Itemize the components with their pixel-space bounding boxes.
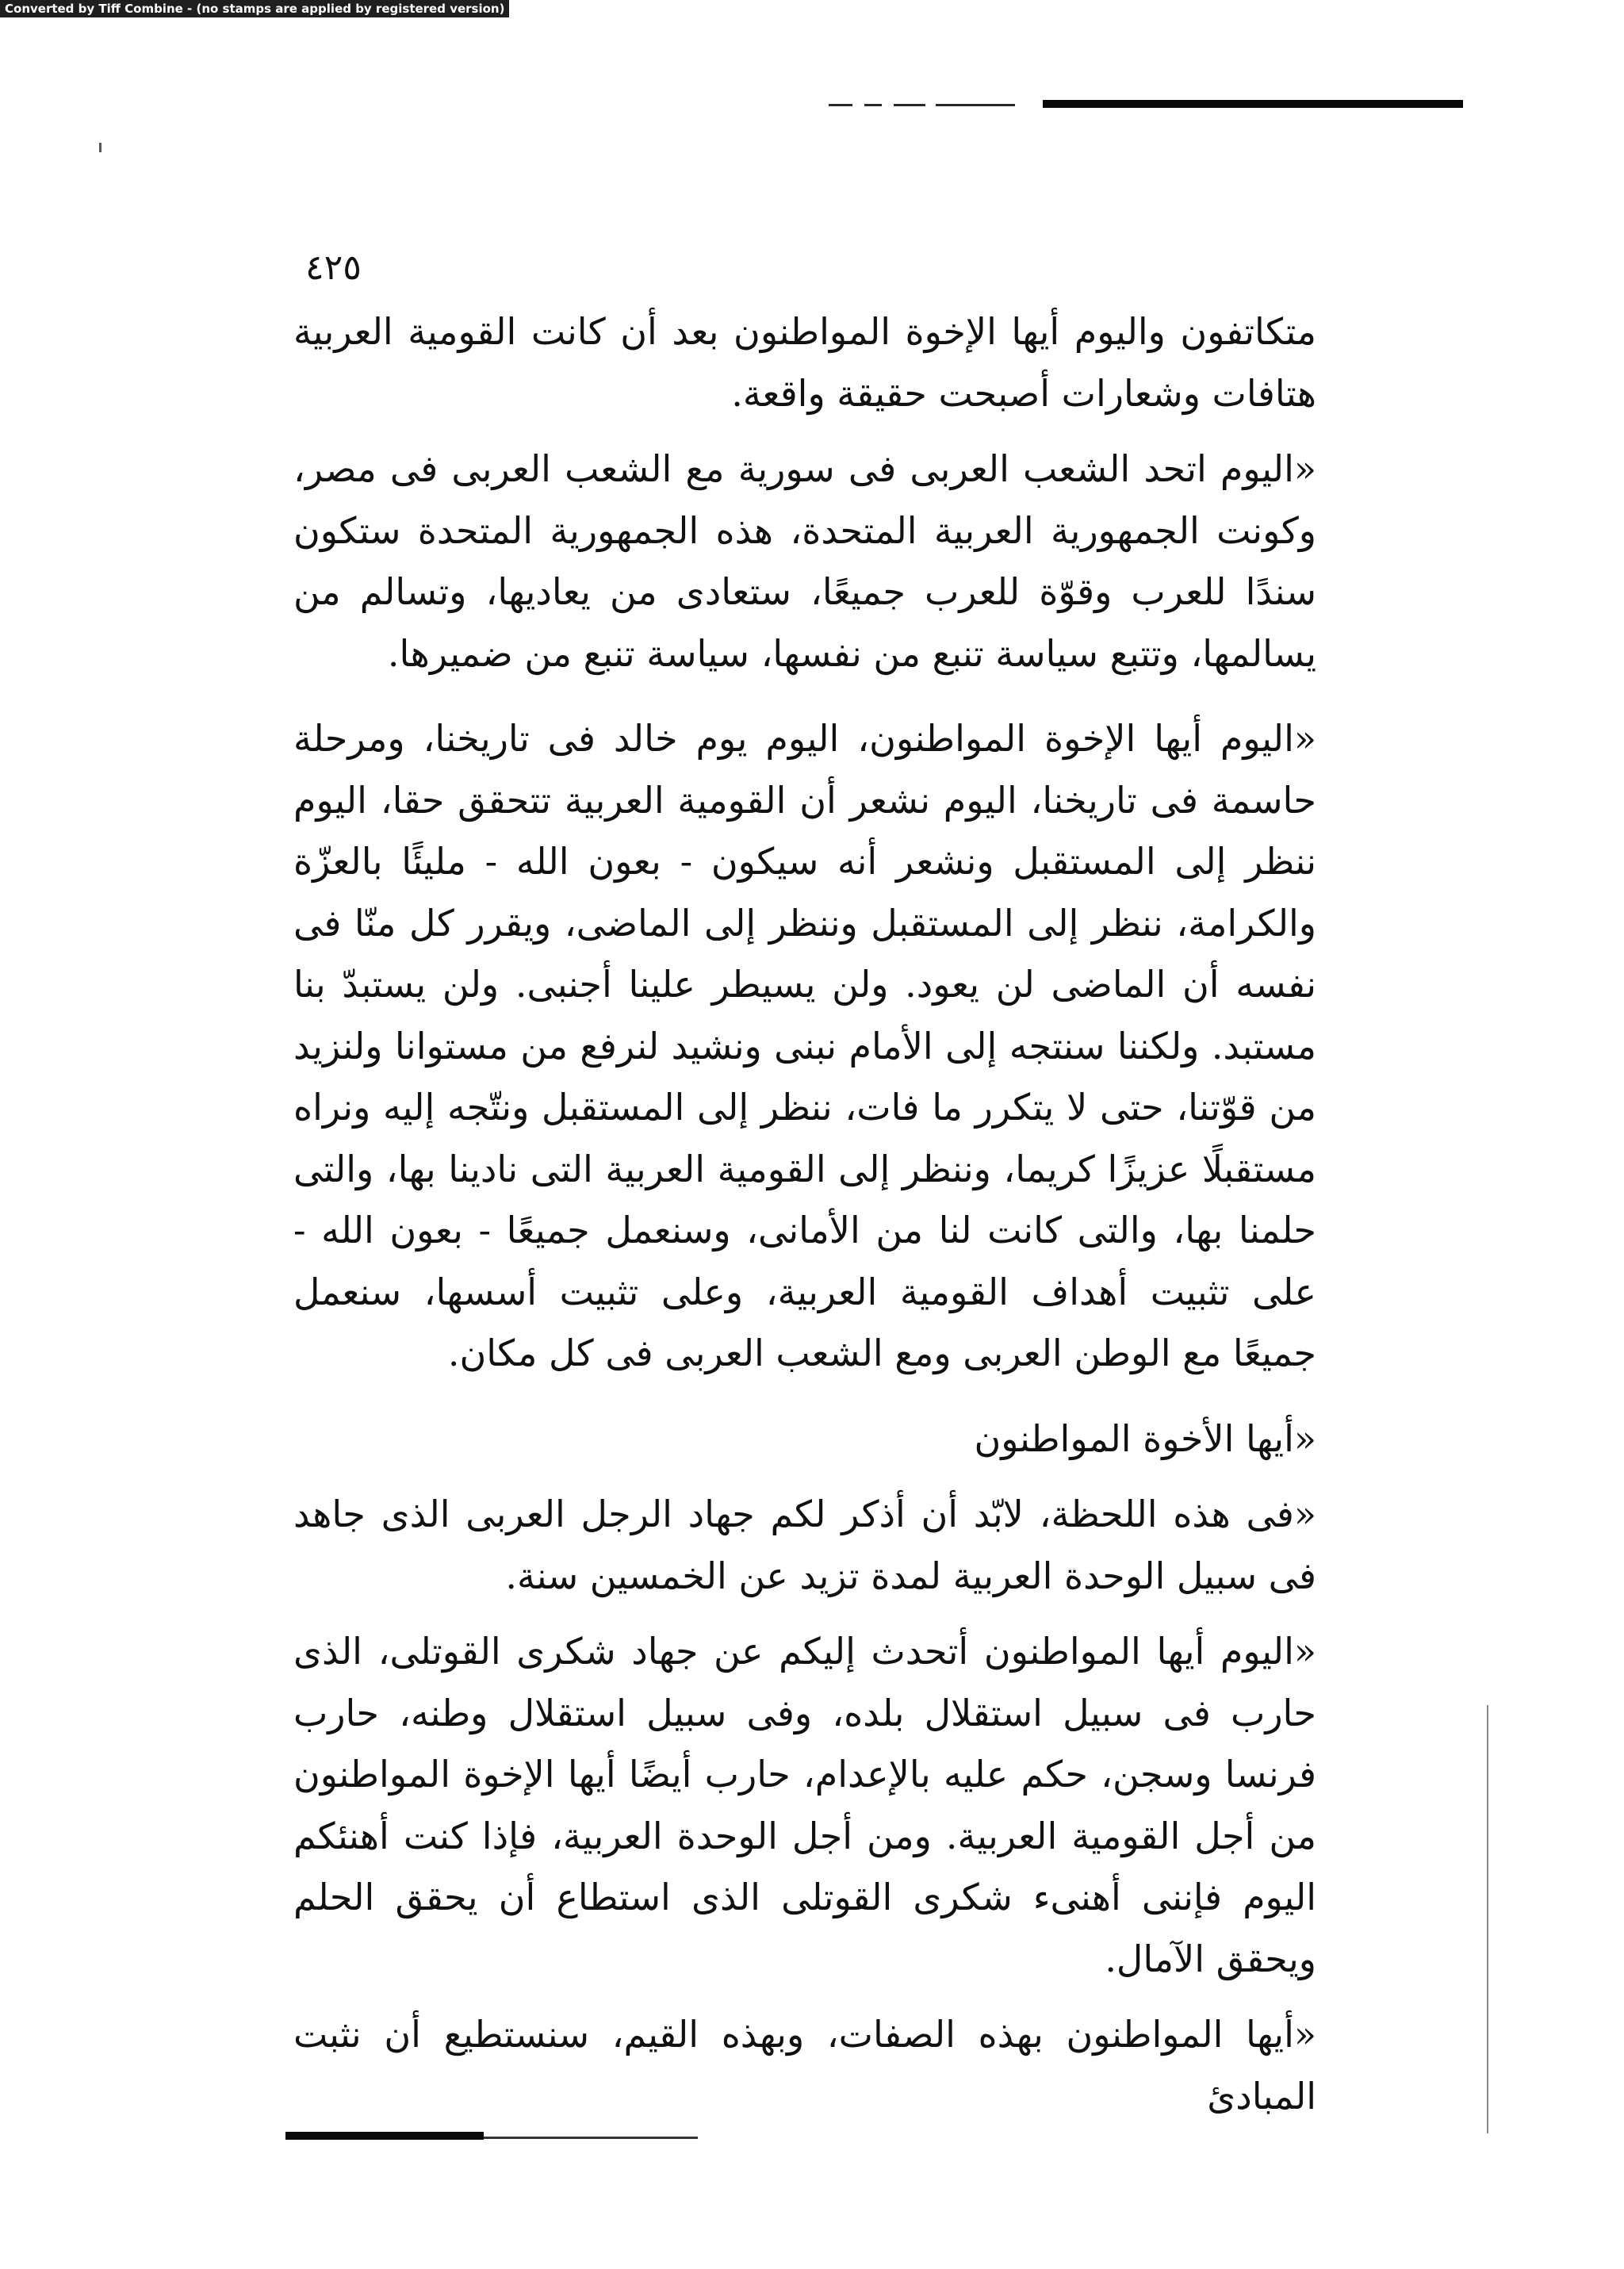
top-rule-dash: [894, 104, 925, 106]
paragraph: «اليوم اتحد الشعب العربى فى سورية مع الشعب العربى فى مصر، وكونت الجمهورية العربية المتحدة، هذه الجمهورية المتحدة ستكون سندًا للعرب وقوّة للعرب جميعًا، ستعادى من يعاديها، وتسالم من يسالمها، وتتبع سياسة تنبع من نفسها، سياسة تنبع من ضميرها.: [293, 447, 1317, 675]
top-rule-bar: [1043, 100, 1463, 108]
page-body: [293, 301, 1316, 2127]
paragraph: «أيها الأخوة المواطنون: [974, 1416, 1316, 1460]
paragraph: «فى هذه اللحظة، لابّد أن أذكر لكم جهاد الرجل العربى الذى جاهد فى سبيل الوحدة العربية لمدة تزيد عن الخمسين سنة.: [293, 1493, 1316, 1597]
top-rule-dash: [864, 104, 882, 106]
paragraph: «أيها المواطنون بهذه الصفات، وبهذه القيم، سنستطيع أن نثبت المبادئ: [293, 2013, 1316, 2118]
margin-binding-line: [1487, 1705, 1488, 2133]
paragraph: «اليوم أيها المواطنون أتحدث إليكم عن جهاد شكرى القوتلى، الذى حارب فى سبيل استقلال بلده، وفى سبيل استقلال وطنه، حارب فرنسا وسجن، حكم عليه بالإعدام، حارب أيضًا أيها الإخوة المواطنون من أجل القومية العربية. ومن أجل الوحدة العربية، فإذا كنت أهنئكم اليوم فإننى أهنىء شكرى القوتلى الذى استطاع أن يحقق الحلم ويحقق الآمال.: [293, 1630, 1316, 1980]
paragraph: «اليوم أيها الإخوة المواطنون، اليوم يوم خالد فى تاريخنا، ومرحلة حاسمة فى تاريخنا، اليوم نشعر أن القومية العربية تتحقق حقا، اليوم ننظر إلى المستقبل ونشعر أنه سيكون - بعون الله - مليئًا بالعزّة والكرامة، ننظر إلى المستقبل وننظر إلى الماضى، ويقرر كل منّا فى نفسه أن الماضى لن يعود. ولن يسيطر علينا أجنبى. ولن يستبدّ بنا مستبد. ولكننا سنتجه إلى الأمام نبنى ونشيد لنرفع من مستوانا ولنزيد من قوّتنا، حتى لا يتكرر ما فات، ننظر إلى المستقبل ونتّجه إليه ونراه مستقبلًا عزيزًا كريما، وننظر إلى القومية العربية التى نادينا بها، والتى حلمنا بها، والتى كانت لنا من الأمانى، وسنعمل جميعًا - بعون الله - على تثبيت أهداف القومية العربية، وعلى تثبيت أسسها، سنعمل جميعًا مع الوطن العربى ومع الشعب العربى فى كل مكان.: [293, 717, 1316, 1374]
top-rule: [829, 98, 1463, 111]
bottom-rule-bar: [285, 2132, 484, 2140]
paragraph: متكاتفون واليوم أيها الإخوة المواطنون بعد أن كانت القومية العربية هتافات وشعارات أصبحت حقيقة واقعة.: [293, 310, 1316, 415]
page-number: ٤٢٥: [305, 247, 362, 288]
bottom-rule-line: [484, 2137, 698, 2139]
bottom-rule: [285, 2130, 698, 2143]
top-rule-dash: [936, 104, 1015, 106]
top-rule-dash: [829, 104, 852, 106]
conversion-watermark: Converted by Tiff Combine - (no stamps are applied by registered version): [0, 0, 509, 17]
margin-mark: [99, 143, 102, 152]
